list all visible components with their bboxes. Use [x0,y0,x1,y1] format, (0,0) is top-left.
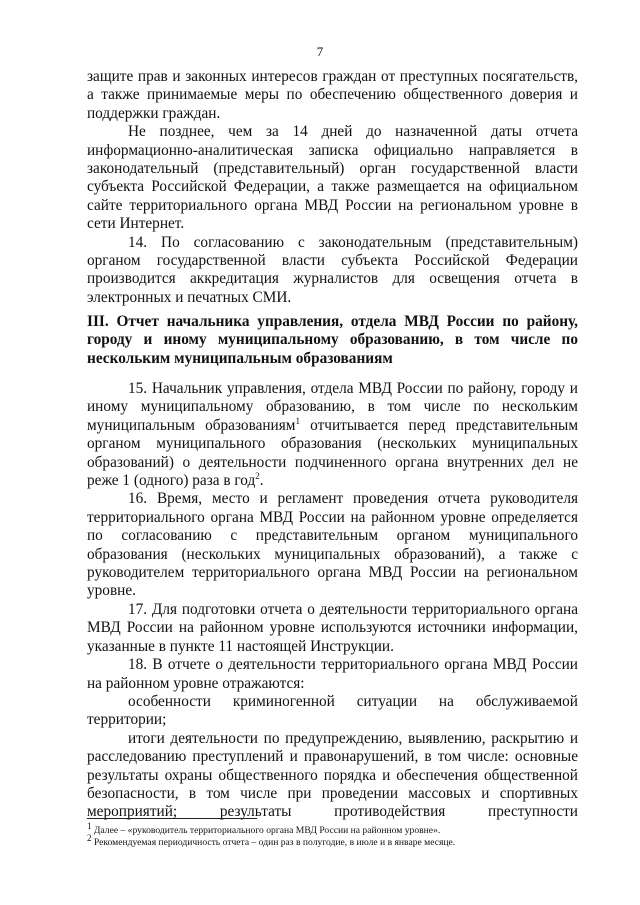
footnote-ref-2: 2 [255,470,260,481]
list-item: особенности криминогенной ситуации на обслуживаемой территории; [87,692,578,729]
paragraph-15-end: . [259,472,264,490]
paragraph: 14. По согласованию с законодательным (представительным) органом государственной власти субъекта Российской Федерации производится аккредитация журналистов для освещения отчета в электронных и печатных СМИ. [87,233,578,306]
paragraph-15 [87,380,578,490]
paragraph: защите прав и законных интересов граждан от преступных посягательств, а также принимаемые меры по обеспечению общественного доверия и поддержки граждан. [87,68,578,122]
paragraph-18: 18. В отчете о деятельности территориального органа МВД России на районном уровне отражаются: [87,656,578,692]
paragraph-16: 16. Время, место и регламент проведения отчета руководителя территориального органа МВД России на районном уровне определяется по согласованию с представительным органом муниципального образования (нескольких муниципальных образований), а также с руководителем территориального органа МВД России на региональном уровне. [87,490,578,600]
section-heading: III. Отчет начальника управления, отдела МВД России по району, городу и иному муниципальному образованию, в том числе по нескольким муниципальным образованиям [87,313,578,367]
footnote-mark: 2 [87,832,92,843]
paragraph-15-middle: отчитывается перед представительным органом муниципального образования (нескольких муниципальных образований) о деятельности подчиненного органа внутренних дел не реже 1 (одного) раза в год [87,416,578,490]
footnotes [87,820,578,849]
page-number: 7 [316,44,324,59]
paragraph-17: 17. Для подготовки отчета о деятельности территориального органа МВД России на районном уровне используются источники информации, указанные в пункте 11 настоящей Инструкции. [87,600,578,655]
footnote-mark: 1 [87,820,92,831]
paragraph-15-start: 15. Начальник управления, отдела МВД России по району, городу и иному муниципальному образованию, в том числе по нескольким муниципальным образованиям [87,380,578,434]
footnote-text: Далее – «руководитель территориального органа МВД России на районном уровне». [91,825,441,836]
footnote-2 [87,832,578,849]
list-item: итоги деятельности по предупреждению, выявлению, раскрытию и расследованию преступлений и правонарушений, в том числе: основные результаты охраны общественного порядка и обеспечения общественной безопасности, в том числе при проведении массовых и спортивных мероприятий; результаты противодействия преступности [87,729,578,821]
section-body [87,380,578,822]
footnote-1 [87,820,578,837]
paragraph: Не позднее, чем за 14 дней до назначенной даты отчета информационно-аналитическая записка официально направляется в законодательный (представительный) орган государственной власти субъекта Российской Федерации, а также размещается на официальном сайте территориального органа МВД России на региональном уровне в сети Интернет. [87,123,578,233]
footnote-divider [87,818,257,819]
footnote-text: Рекомендуемая периодичность отчета – один раз в полугодие, в июле и в январе месяце. [91,837,456,848]
footnote-ref-1: 1 [295,415,300,426]
intro-block [87,68,578,307]
